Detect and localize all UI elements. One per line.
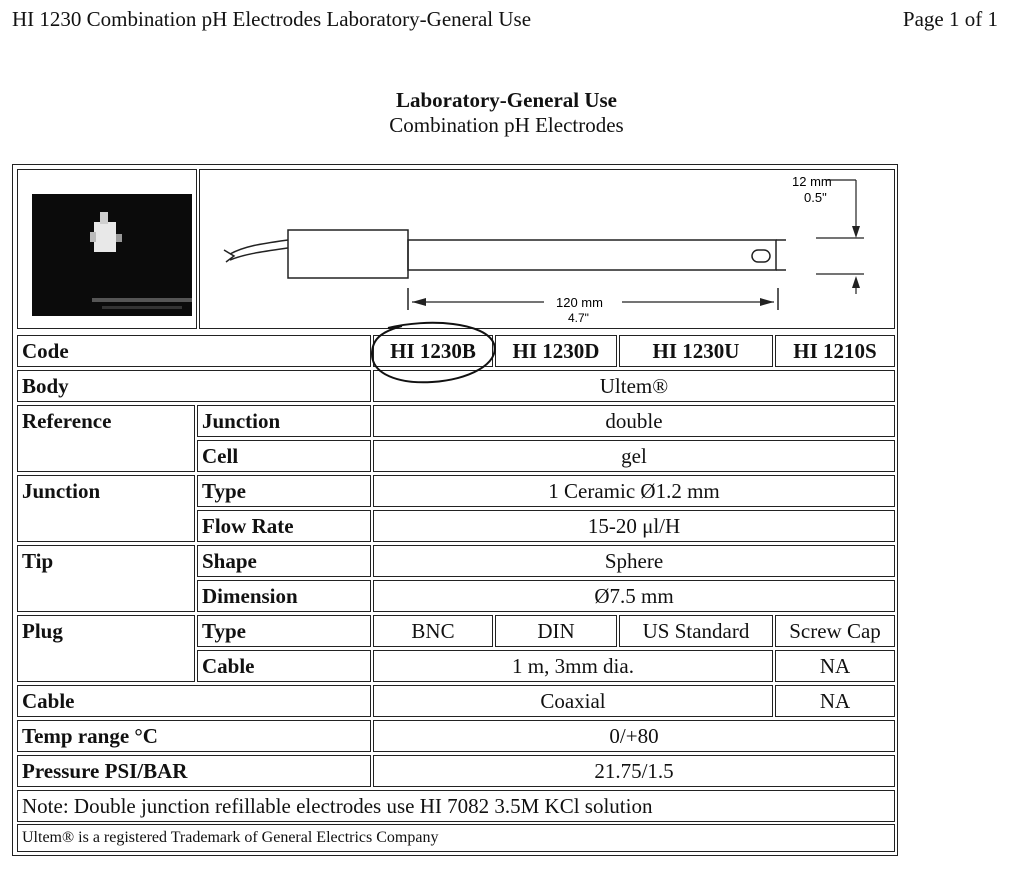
page-title: Laboratory-General Use xyxy=(395,88,618,112)
diameter-in-label: 0.5" xyxy=(804,190,827,205)
electrode-dimension-drawing xyxy=(200,170,892,326)
spec-sheet xyxy=(12,164,898,856)
tip-shape-value: Sphere xyxy=(373,545,895,577)
cable-na: NA xyxy=(775,685,895,717)
plug-type-din: DIN xyxy=(495,615,617,647)
length-in-label: 4.7" xyxy=(568,311,589,325)
reference-label: Reference xyxy=(17,405,195,472)
code-label: Code xyxy=(17,335,371,367)
plug-type-us-standard: US Standard xyxy=(619,615,773,647)
code-hi1230b: HI 1230B xyxy=(373,335,493,367)
code-hi1230u: HI 1230U xyxy=(619,335,773,367)
reference-cell-label: Cell xyxy=(197,440,371,472)
tip-dimension-value: Ø7.5 mm xyxy=(373,580,895,612)
trademark-text: Ultem® is a registered Trademark of General Electrics Company xyxy=(17,824,895,852)
cable-label: Cable xyxy=(17,685,371,717)
plug-type-label: Type xyxy=(197,615,371,647)
photo-cell xyxy=(17,169,197,329)
plug-label: Plug xyxy=(17,615,195,682)
code-hi1230d: HI 1230D xyxy=(495,335,617,367)
handdrawn-circle-annotation xyxy=(368,320,500,386)
plug-cable-value: 1 m, 3mm dia. xyxy=(373,650,773,682)
diagram-cell xyxy=(199,169,895,329)
plug-type-bnc: BNC xyxy=(373,615,493,647)
plug-cable-label: Cable xyxy=(197,650,371,682)
diameter-mm-label: 12 mm xyxy=(792,174,832,189)
pressure-label: Pressure PSI/BAR xyxy=(17,755,371,787)
tip-shape-label: Shape xyxy=(197,545,371,577)
reference-junction-label: Junction xyxy=(197,405,371,437)
page-number: Page 1 of 1 xyxy=(902,7,998,31)
junction-label: Junction xyxy=(17,475,195,542)
note-text: Note: Double junction refillable electrodes use HI 7082 3.5M KCl solution xyxy=(17,790,895,822)
pressure-value: 21.75/1.5 xyxy=(373,755,895,787)
plug-cable-na: NA xyxy=(775,650,895,682)
electrode-photo xyxy=(32,194,192,316)
body-value: Ultem® xyxy=(373,370,895,402)
junction-type-value: 1 Ceramic Ø1.2 mm xyxy=(373,475,895,507)
page-subtitle: Combination pH Electrodes xyxy=(389,113,624,137)
code-hi1210s: HI 1210S xyxy=(775,335,895,367)
flow-rate-value: 15-20 μl/H xyxy=(373,510,895,542)
reference-junction-value: double xyxy=(373,405,895,437)
plug-type-screw-cap: Screw Cap xyxy=(775,615,895,647)
tip-label: Tip xyxy=(17,545,195,612)
document-header-title: HI 1230 Combination pH Electrodes Laboratory-General Use xyxy=(12,7,532,31)
length-mm-label: 120 mm xyxy=(556,295,603,310)
tip-dimension-label: Dimension xyxy=(197,580,371,612)
junction-type-label: Type xyxy=(197,475,371,507)
body-label: Body xyxy=(17,370,371,402)
flow-rate-label: Flow Rate xyxy=(197,510,371,542)
temp-range-value: 0/+80 xyxy=(373,720,895,752)
cable-value: Coaxial xyxy=(373,685,773,717)
temp-range-label: Temp range °C xyxy=(17,720,371,752)
page-title-block xyxy=(0,88,1013,138)
reference-cell-value: gel xyxy=(373,440,895,472)
